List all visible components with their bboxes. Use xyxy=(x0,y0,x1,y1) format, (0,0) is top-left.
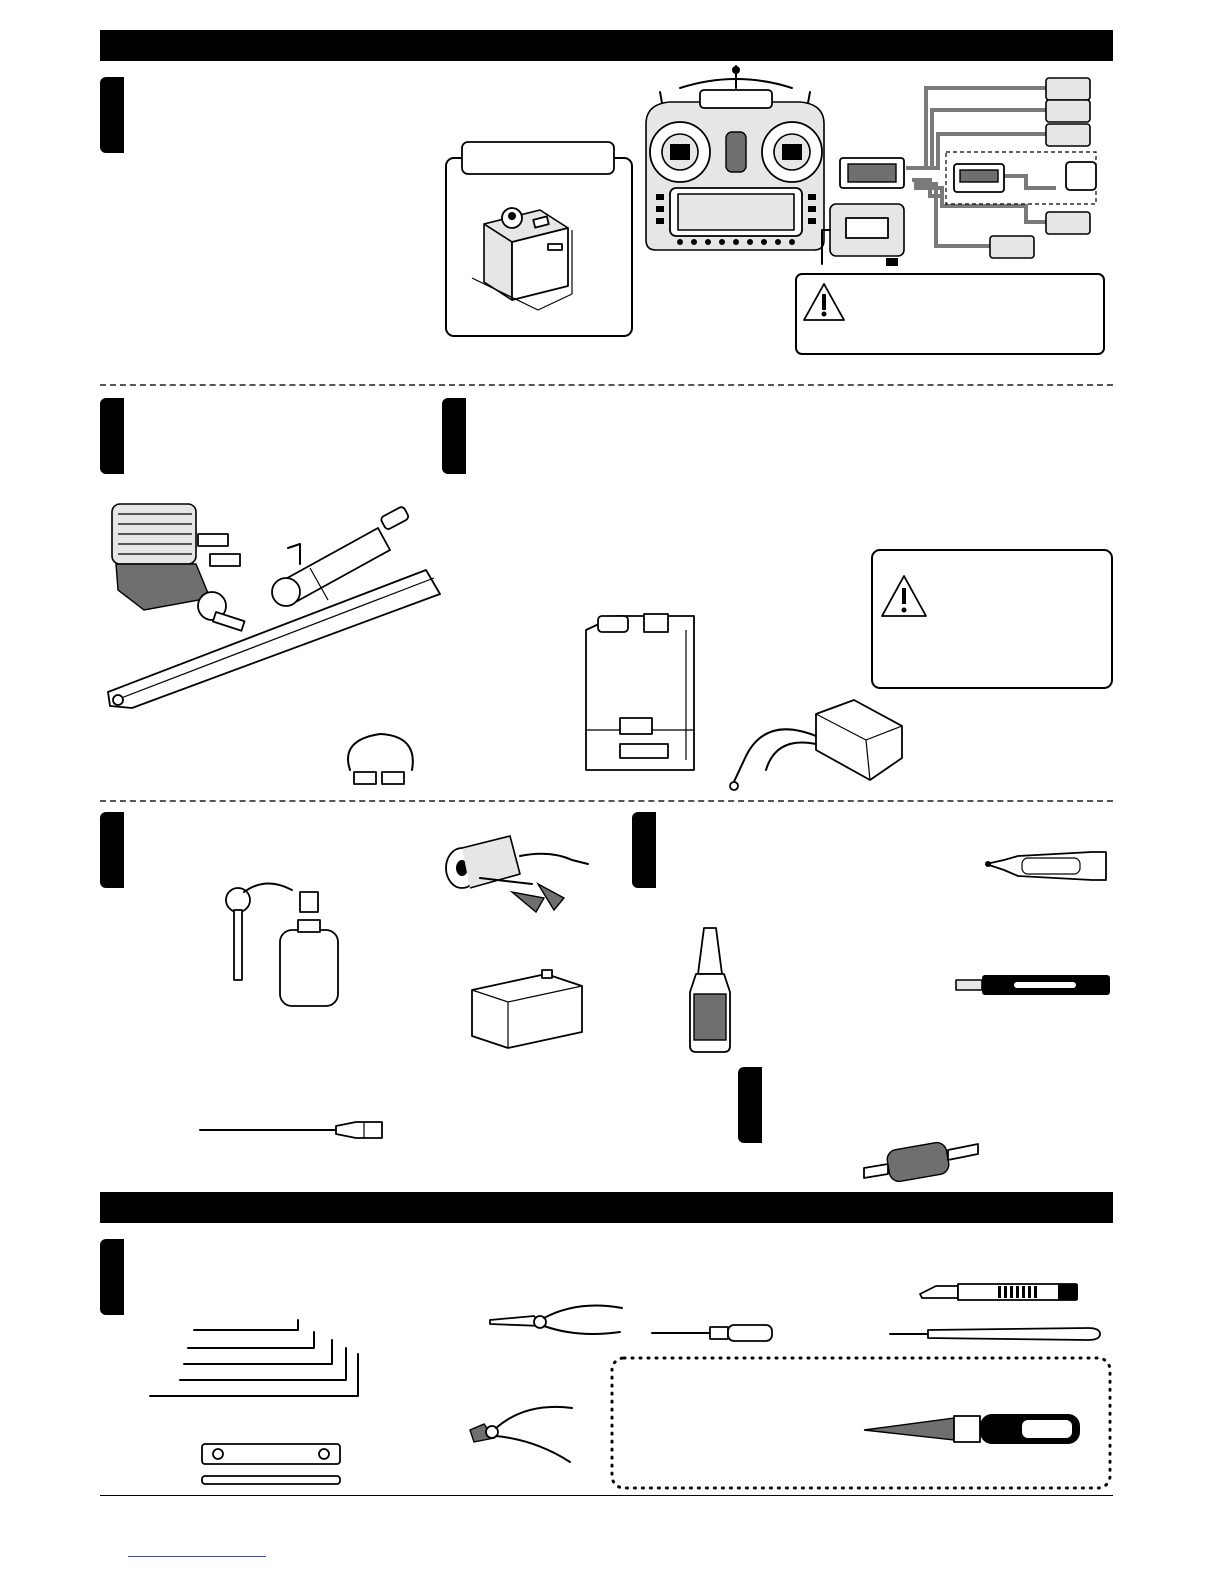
needle-nose-pliers-illustration xyxy=(488,1298,628,1348)
grease-tube-illustration xyxy=(982,846,1112,886)
glow-plug-wrench-illustration xyxy=(196,1116,386,1146)
glue-bottle-illustration xyxy=(686,924,734,1054)
section-tab-starting xyxy=(100,812,124,888)
receiver-wiring-diagram xyxy=(820,70,1110,270)
transmitter-illustration xyxy=(640,64,830,254)
section-tab-tools xyxy=(100,1239,124,1315)
charger-box-illustration xyxy=(726,696,906,792)
fuel-can-illustration xyxy=(576,610,702,776)
rotor-blade-illustration xyxy=(104,566,448,714)
footer-link-underline[interactable] xyxy=(128,1556,266,1557)
section-tab-adhesives xyxy=(632,812,656,888)
servo-size-box xyxy=(444,140,636,340)
side-cutters-illustration xyxy=(466,1400,578,1470)
warning-box-fuel xyxy=(870,548,1114,690)
phillips-screwdriver-illustration xyxy=(650,1322,776,1344)
section-tab-radio xyxy=(100,77,124,153)
balancer-roller-illustration xyxy=(862,1132,982,1182)
tools-section-header-bar xyxy=(100,1192,1113,1223)
footer-rule xyxy=(100,1495,1113,1496)
battery-12v-illustration xyxy=(468,966,588,1050)
awl-illustration xyxy=(888,1324,1104,1344)
section-tab-fuel xyxy=(442,398,466,474)
section-divider xyxy=(100,800,1113,802)
glow-plug-igniter-illustration xyxy=(216,862,344,1010)
section-tab-engine xyxy=(100,398,124,474)
section-divider xyxy=(100,384,1113,386)
hobby-knife-illustration xyxy=(918,1280,1084,1306)
reamer-tool-illustration xyxy=(862,1410,1084,1448)
marker-pen-illustration xyxy=(952,972,1116,998)
warning-box-radio xyxy=(794,272,1106,356)
box-wrench-illustration xyxy=(198,1440,344,1490)
warning-triangle-icon xyxy=(804,284,844,320)
hex-wrench-set-illustration xyxy=(146,1318,366,1410)
top-section-header-bar xyxy=(100,30,1113,61)
starter-motor-illustration xyxy=(440,826,590,916)
warning-triangle-icon xyxy=(882,576,926,616)
section-tab-balancer xyxy=(738,1067,762,1143)
servo-extension-lead-illustration xyxy=(340,730,420,794)
